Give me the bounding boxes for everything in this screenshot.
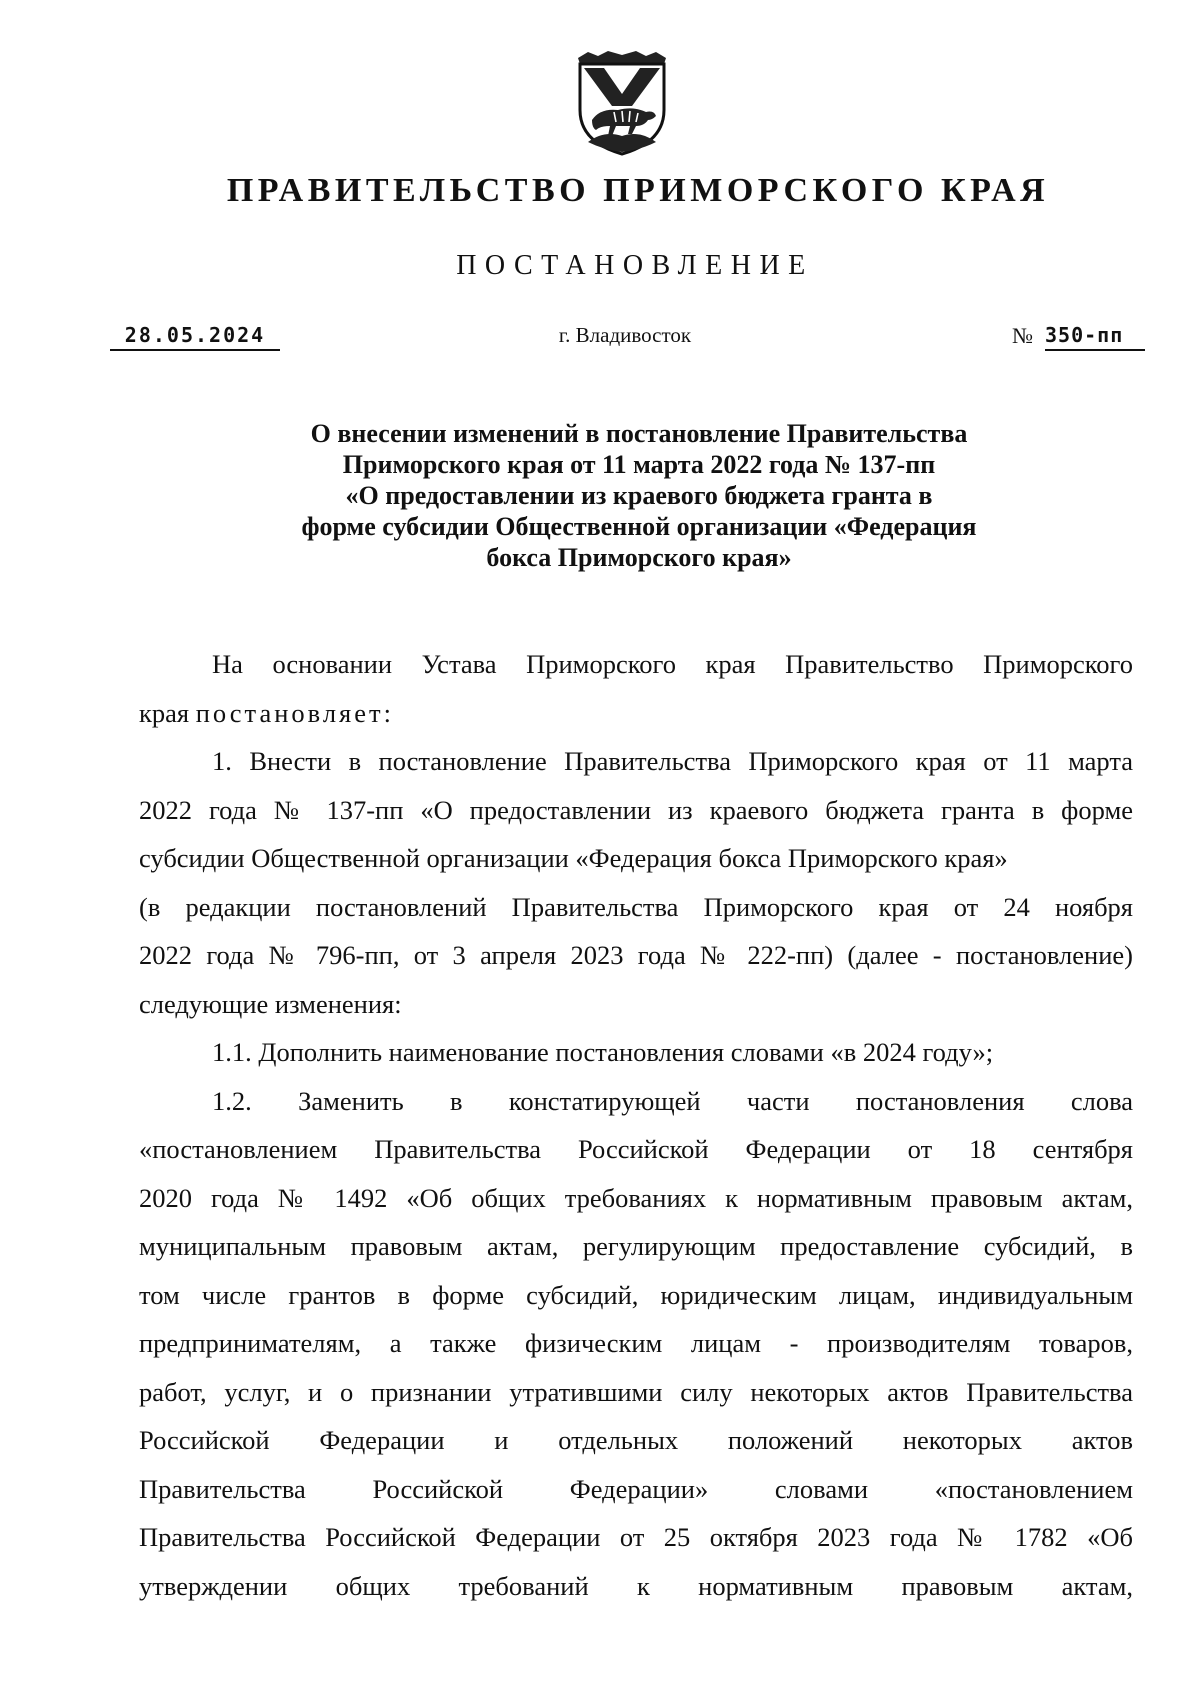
paragraph-1-line: 2022 года № 137-пп «О предоставлении из краевого бюджета гранта в форме <box>139 794 1133 825</box>
paragraph-1-line: 2022 года № 796-пп, от 3 апреля 2023 года № 222-пп) (далее - постановление) <box>139 940 1133 970</box>
paragraph-1-2-line: 2020 года № 1492 «Об общих требованиях к нормативным правовым актам, <box>139 1182 1133 1213</box>
paragraph-1-2-line: Правительства Российской Федерации» словами «постановлением <box>139 1473 1133 1504</box>
paragraph-1-2-line: Российской Федерации и отдельных положений некоторых актов <box>139 1425 1133 1455</box>
document-type: ПОСТАНОВЛЕНИЕ <box>456 250 814 281</box>
subject-line: «О предоставлении из краевого бюджета гранта в <box>345 481 933 510</box>
paragraph-1-2-line: работ, услуг, и о признании утратившими силу некоторых актов Правительства <box>139 1376 1133 1407</box>
paragraph-1-line: следующие изменения: <box>139 988 402 1019</box>
paragraph-1-2-line: утверждении общих требований к нормативным правовым актам, <box>139 1570 1133 1601</box>
subject-line: Приморского края от 11 марта 2022 года № 137-пп <box>342 450 936 479</box>
paragraph-1-1: 1.1. Дополнить наименование постановления словами «в 2024 году»; <box>212 1037 994 1067</box>
intro-resolves: постановляет: <box>195 697 394 728</box>
paragraph-1-2-line: «постановлением Правительства Российской Федерации от 18 сентября <box>139 1134 1133 1164</box>
coat-of-arms-icon <box>574 50 670 156</box>
paragraph-1-2-line: том числе грантов в форме субсидий, юридическим лицам, индивидуальным <box>139 1279 1133 1310</box>
paragraph-1-2-line: Правительства Российской Федерации от 25 октября 2023 года № 1782 «Об <box>139 1522 1133 1552</box>
government-title: ПРАВИТЕЛЬСТВО ПРИМОРСКОГО КРАЯ <box>226 172 1050 209</box>
subject-line: О внесении изменений в постановление Правительства <box>310 419 968 448</box>
intro-line <box>139 689 1133 738</box>
paragraph-1-line: 1. Внести в постановление Правительства Приморского края от 11 марта <box>212 746 1133 776</box>
number-sign: № <box>1012 323 1033 348</box>
intro-line: На основании Устава Приморского края Правительство Приморского <box>212 649 1133 679</box>
document-number: 350-пп <box>1045 323 1145 351</box>
paragraph-1-line: (в редакции постановлений Правительства Приморского края от 24 ноября <box>139 891 1133 922</box>
paragraph-1-2-line: предпринимателям, а также физическим лицам - производителям товаров, <box>139 1328 1133 1358</box>
paragraph-1-line: субсидии Общественной организации «Федерация бокса Приморского края» <box>139 843 1008 873</box>
intro-word: края <box>139 697 190 728</box>
document-body <box>139 640 1133 1610</box>
paragraph-1-2-line: муниципальным правовым актам, регулирующим предоставление субсидий, в <box>139 1231 1133 1261</box>
subject-line: бокса Приморского края» <box>486 543 792 572</box>
document-subject <box>200 418 1078 573</box>
subject-line: форме субсидии Общественной организации «Федерация <box>301 512 977 541</box>
document-city: г. Владивосток <box>558 323 692 347</box>
document-date: 28.05.2024 <box>110 323 280 351</box>
paragraph-1-2-line: 1.2. Заменить в констатирующей части постановления слова <box>212 1085 1133 1116</box>
